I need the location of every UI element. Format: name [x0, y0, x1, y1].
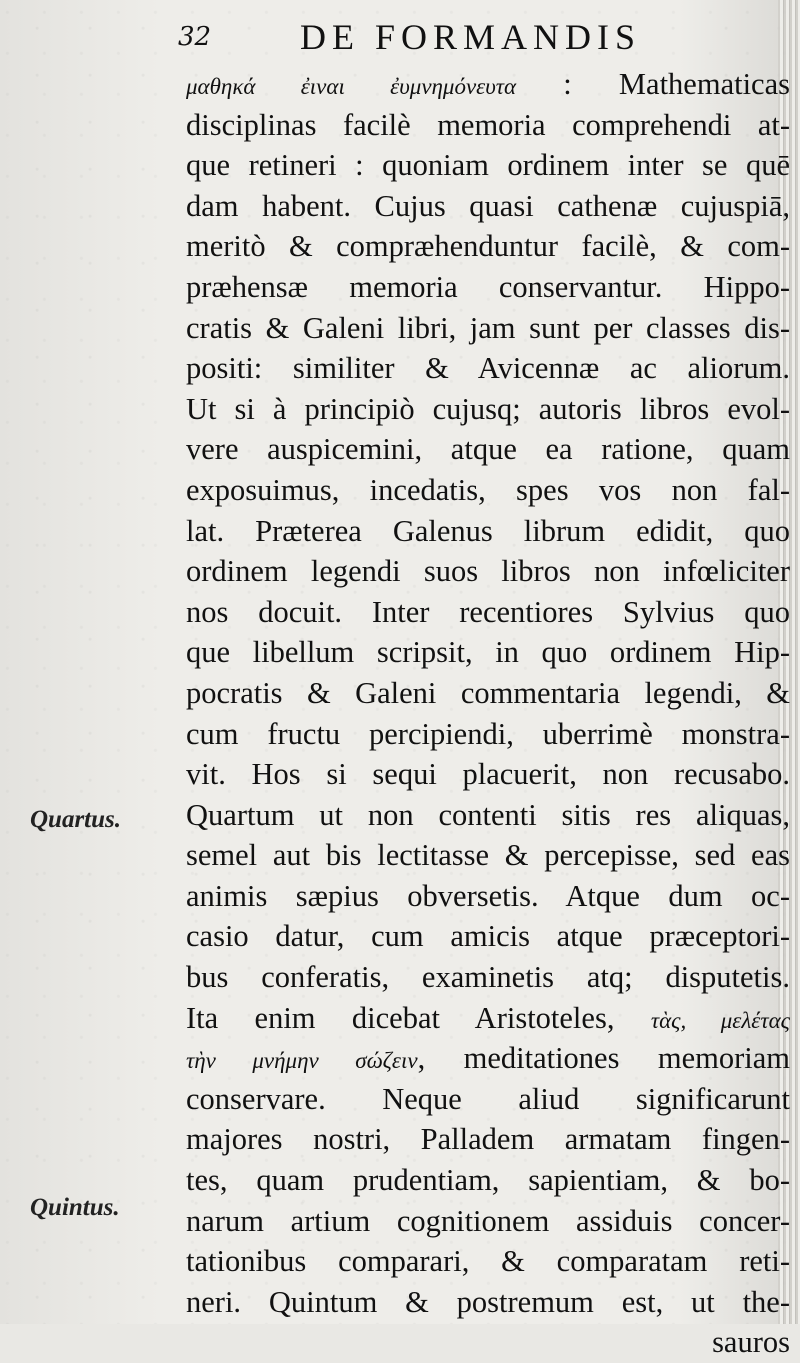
body-text	[186, 64, 790, 1363]
text-line: bus conferatis, examinetis atq; disputetis.	[186, 960, 790, 995]
text-line: pocratis & Galeni commentaria legendi, &	[186, 675, 790, 710]
text-line: vit. Hos si sequi placuerit, non recusabo.	[186, 757, 790, 792]
text-line: animis sæpius obversetis. Atque dum oc-	[186, 878, 790, 913]
running-title: DE FORMANDIS	[300, 17, 642, 57]
text-line: vere auspicemini, atque ea ratione, quam	[186, 432, 790, 467]
text-line: conservare. Neque aliud significarunt	[186, 1081, 790, 1116]
margin-note-quintus: Quintus.	[30, 1194, 120, 1221]
text-line: majores nostri, Palladem armatam fingen-	[186, 1122, 790, 1157]
greek-phrase: τὴν μνήμην σώζειν	[186, 1048, 418, 1074]
margin-note-quartus: Quartus.	[30, 806, 122, 833]
text-line: neri. Quintum & postremum est, ut the-	[186, 1284, 790, 1319]
text-line: lat. Præterea Galenus librum edidit, quo	[186, 513, 790, 548]
text-line	[186, 998, 790, 1039]
text-line: tes, quam prudentiam, sapientiam, & bo-	[186, 1163, 790, 1198]
line-text: , meditationes memoriam	[417, 1041, 790, 1076]
text-line: positi: similiter & Avicennæ ac aliorum.	[186, 351, 790, 386]
text-line: exposuimus, incedatis, spes vos non fal-	[186, 472, 790, 507]
text-line: meritò & compræhenduntur facilè, & com-	[186, 229, 790, 264]
text-line: que retineri : quoniam ordinem inter se quē	[186, 148, 790, 183]
text-line: disciplinas facilè memoria comprehendi at-	[186, 107, 790, 142]
text-line: semel aut bis lectitasse & percepisse, sed eas	[186, 838, 790, 873]
catchword: sauros	[712, 1325, 790, 1360]
greek-phrase: τὰς, μελέτας	[650, 1007, 791, 1033]
text-line	[186, 1038, 790, 1079]
text-line: nos docuit. Inter recentiores Sylvius quo	[186, 594, 790, 629]
text-line: ordinem legendi suos libros non infœliciter	[186, 554, 790, 589]
text-line: tationibus comparari, & comparatam reti-	[186, 1244, 790, 1279]
text-line: præhensæ memoria conservantur. Hippo-	[186, 269, 790, 304]
text-line: casio datur, cum amicis atque præceptori-	[186, 919, 790, 954]
text-line: Ut si à principiò cujusq; autoris libros evol-	[186, 391, 790, 426]
line-text: Ita enim dicebat Aristoteles,	[186, 1000, 615, 1035]
text-line: cratis & Galeni libri, jam sunt per classes dis-	[186, 310, 790, 345]
greek-phrase: μαθηκά ἐιναι ἐυμνημόνευτα	[186, 74, 517, 99]
text-line	[186, 64, 790, 105]
text-line: dam habent. Cujus quasi cathenæ cujuspiā,	[186, 188, 790, 223]
page-number: 32	[178, 22, 212, 52]
text-line: cum fructu percipiendi, uberrimè monstra-	[186, 716, 790, 751]
line-text: : Mathematicas	[563, 67, 790, 101]
page-header	[178, 14, 778, 60]
text-line: narum artium cognitionem assiduis concer-	[186, 1203, 790, 1238]
text-line: que libellum scripsit, in quo ordinem Hip-	[186, 635, 790, 670]
text-line: Quartum ut non contenti sitis res aliquas,	[186, 797, 790, 832]
